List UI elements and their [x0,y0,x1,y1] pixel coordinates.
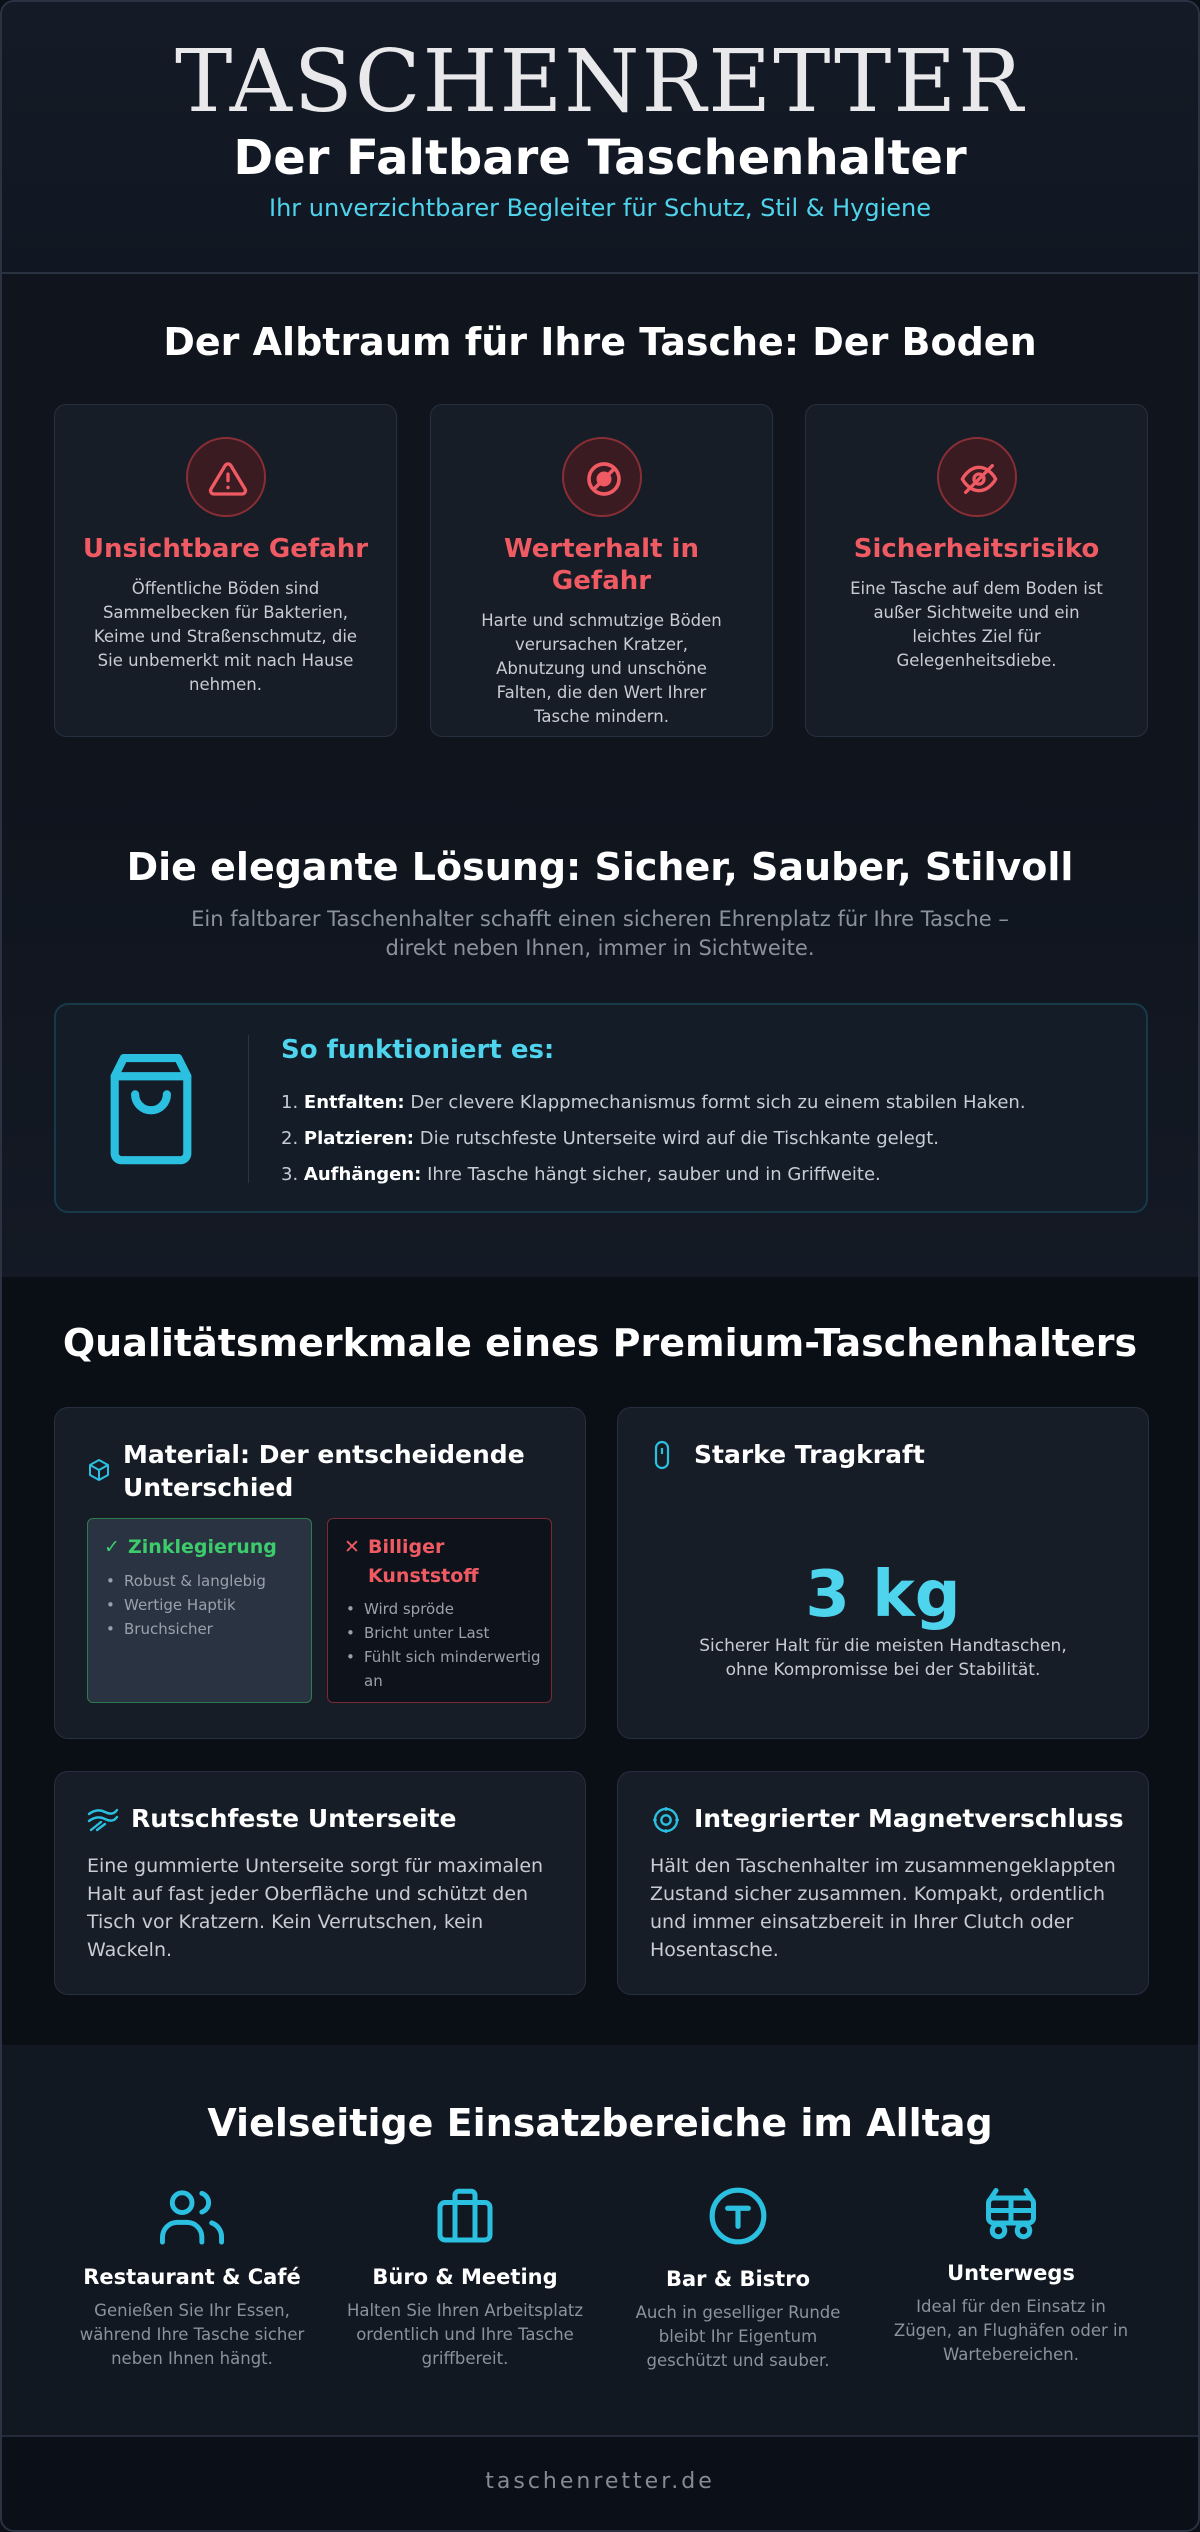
list-item: • Bruchsicher [106,1617,301,1641]
material-bad-box [327,1518,552,1703]
use-text: Auch in geselliger Runde bleibt Ihr Eigentum geschützt und sauber. [635,2303,841,2370]
train-icon [981,2185,1041,2241]
use-title: Restaurant & Café [83,2265,301,2289]
uses-title: Vielseitige Einsatzbereiche im Alltag [207,2101,993,2145]
no-value-icon [584,459,624,499]
weight-icon [654,1440,670,1470]
check-icon: ✓ [104,1536,120,1558]
step-item [281,1085,1026,1121]
load-text: Sicherer Halt für die meisten Handtaschen, ohne Kompromisse bei der Stabilität. [699,1636,1067,1680]
features-section [2,1277,1198,2045]
list-item: • Robust & langlebig [106,1569,301,1593]
list-item: • Wird spröde [346,1597,541,1621]
features-title: Qualitätsmerkmale eines Premium-Taschenhalters [62,1321,1138,1365]
load-value: 3 kg [805,1558,961,1632]
solution-section [2,779,1198,1277]
solution-subtitle: Ein faltbarer Taschenhalter schafft einen sicheren Ehrenplatz für Ihre Tasche – direkt neben Ihnen, immer in Sichtweite. [191,907,1009,960]
problem-card-text: Eine Tasche auf dem Boden ist außer Sichtweite und ein leichtes Ziel für Gelegenheitsdiebe. [850,579,1103,670]
eye-off-icon [959,459,999,499]
problem-card [805,404,1148,737]
feature-card-material [54,1407,586,1739]
icon-circle [562,437,642,517]
steps-list [281,1085,1026,1193]
feature-title: Starke Tragkraft [694,1440,925,1469]
problem-card-title: Sicherheitsrisiko [853,534,1100,564]
icon-circle [186,437,266,517]
people-icon [160,2185,224,2245]
feature-card-load [617,1407,1149,1739]
how-it-works-box [54,1003,1148,1213]
waves-icon [87,1806,119,1832]
problem-card-title: Werterhalt in Gefahr [504,534,699,596]
step-label: Aufhängen: [303,1164,422,1185]
list-item: • Bricht unter Last [346,1621,541,1645]
divider [248,1035,249,1183]
briefcase-icon [435,2185,495,2245]
list-item: • Fühlt sich minderwertig an [346,1645,541,1693]
list-item: • Wertige Haptik [106,1593,301,1617]
material-bad-label: Billiger Kunststoff [368,1536,479,1587]
material-bad-title [344,1533,534,1591]
step-item [281,1121,1026,1157]
use-item [608,2185,868,2373]
icon-circle [937,437,1017,517]
magnet-icon [652,1806,680,1834]
cube-icon [87,1458,111,1482]
use-title: Bar & Bistro [666,2267,810,2291]
use-item [335,2185,595,2371]
use-item [62,2185,322,2371]
problem-card-text: Öffentliche Böden sind Sammelbecken für Bakterien, Keime und Straßenschmutz, die Sie unbemerkt mit nach Hause nehmen. [93,579,358,694]
step-label: Platzieren: [303,1128,414,1149]
problem-card [430,404,773,737]
cross-icon: ✕ [344,1536,360,1558]
feature-text: Eine gummierte Unterseite sorgt für maximalen Halt auf fast jeder Oberfläche und schützt den Tisch vor Kratzern. Kein Verrutschen, kein Wackeln. [87,1855,544,1961]
feature-card-antislip [54,1771,586,1995]
use-text: Genießen Sie Ihr Essen, während Ihre Tasche sicher neben Ihnen hängt. [79,2301,305,2368]
use-title: Unterwegs [947,2261,1075,2285]
material-bad-list [346,1597,541,1693]
problem-card-text: Harte und schmutzige Böden verursachen Kratzer, Abnutzung und unschöne Falten, die den Wert Ihrer Tasche mindern. [481,611,722,726]
material-good-title [104,1533,277,1562]
feature-title: Integrierter Magnetverschluss [694,1804,1124,1833]
problem-title: Der Albtraum für Ihre Tasche: Der Boden [163,320,1037,364]
step-text: Ihre Tasche hängt sicher, sauber und in Griffweite. [427,1164,881,1185]
footer [2,2435,1198,2532]
step-number: 2. [281,1128,299,1149]
uses-section [2,2045,1198,2435]
header [2,2,1198,274]
use-text: Ideal für den Einsatz in Zügen, an Flughäfen oder in Wartebereichen. [893,2297,1129,2364]
step-number: 1. [281,1092,299,1113]
feature-title: Rutschfeste Unterseite [131,1804,457,1833]
step-item [281,1157,1026,1193]
use-title: Büro & Meeting [372,2265,558,2289]
solution-title: Die elegante Lösung: Sicher, Sauber, Stilvoll [126,845,1074,889]
material-good-label: Zinklegierung [128,1536,277,1558]
step-label: Entfalten: [303,1092,405,1113]
step-number: 3. [281,1164,299,1185]
problem-card [54,404,397,737]
page-title: Der Faltbare Taschenhalter [233,130,967,186]
problem-card-title: Unsichtbare Gefahr [82,534,369,564]
warning-triangle-icon [208,459,248,499]
shopping-bag-icon [96,1049,206,1167]
feature-card-magnet [617,1771,1149,1995]
material-good-list [106,1569,301,1641]
brand-logo: TASCHENRETTER [175,32,1025,132]
use-text: Halten Sie Ihren Arbeitsplatz ordentlich und Ihre Tasche griffbereit. [346,2301,584,2368]
problem-section [2,274,1198,779]
page-subtitle: Ihr unverzichtbarer Begleiter für Schutz, Stil & Hygiene [268,194,932,222]
material-good-box [87,1518,312,1703]
footer-link[interactable]: taschenretter.de [485,2469,715,2494]
step-text: Die rutschfeste Unterseite wird auf die Tischkante gelegt. [419,1128,939,1149]
bar-icon [707,2185,769,2247]
feature-title: Material: Der entscheidende Unterschied [123,1440,525,1502]
feature-text: Hält den Taschenhalter im zusammengeklappten Zustand sicher zusammen. Kompakt, ordentlich und immer einsatzbereit in Ihrer Clutch oder Hosentasche. [650,1855,1116,1961]
use-item [881,2185,1141,2367]
how-it-works-title: So funktioniert es: [281,1035,555,1065]
step-text: Der clevere Klappmechanismus formt sich zu einem stabilen Haken. [410,1092,1026,1113]
